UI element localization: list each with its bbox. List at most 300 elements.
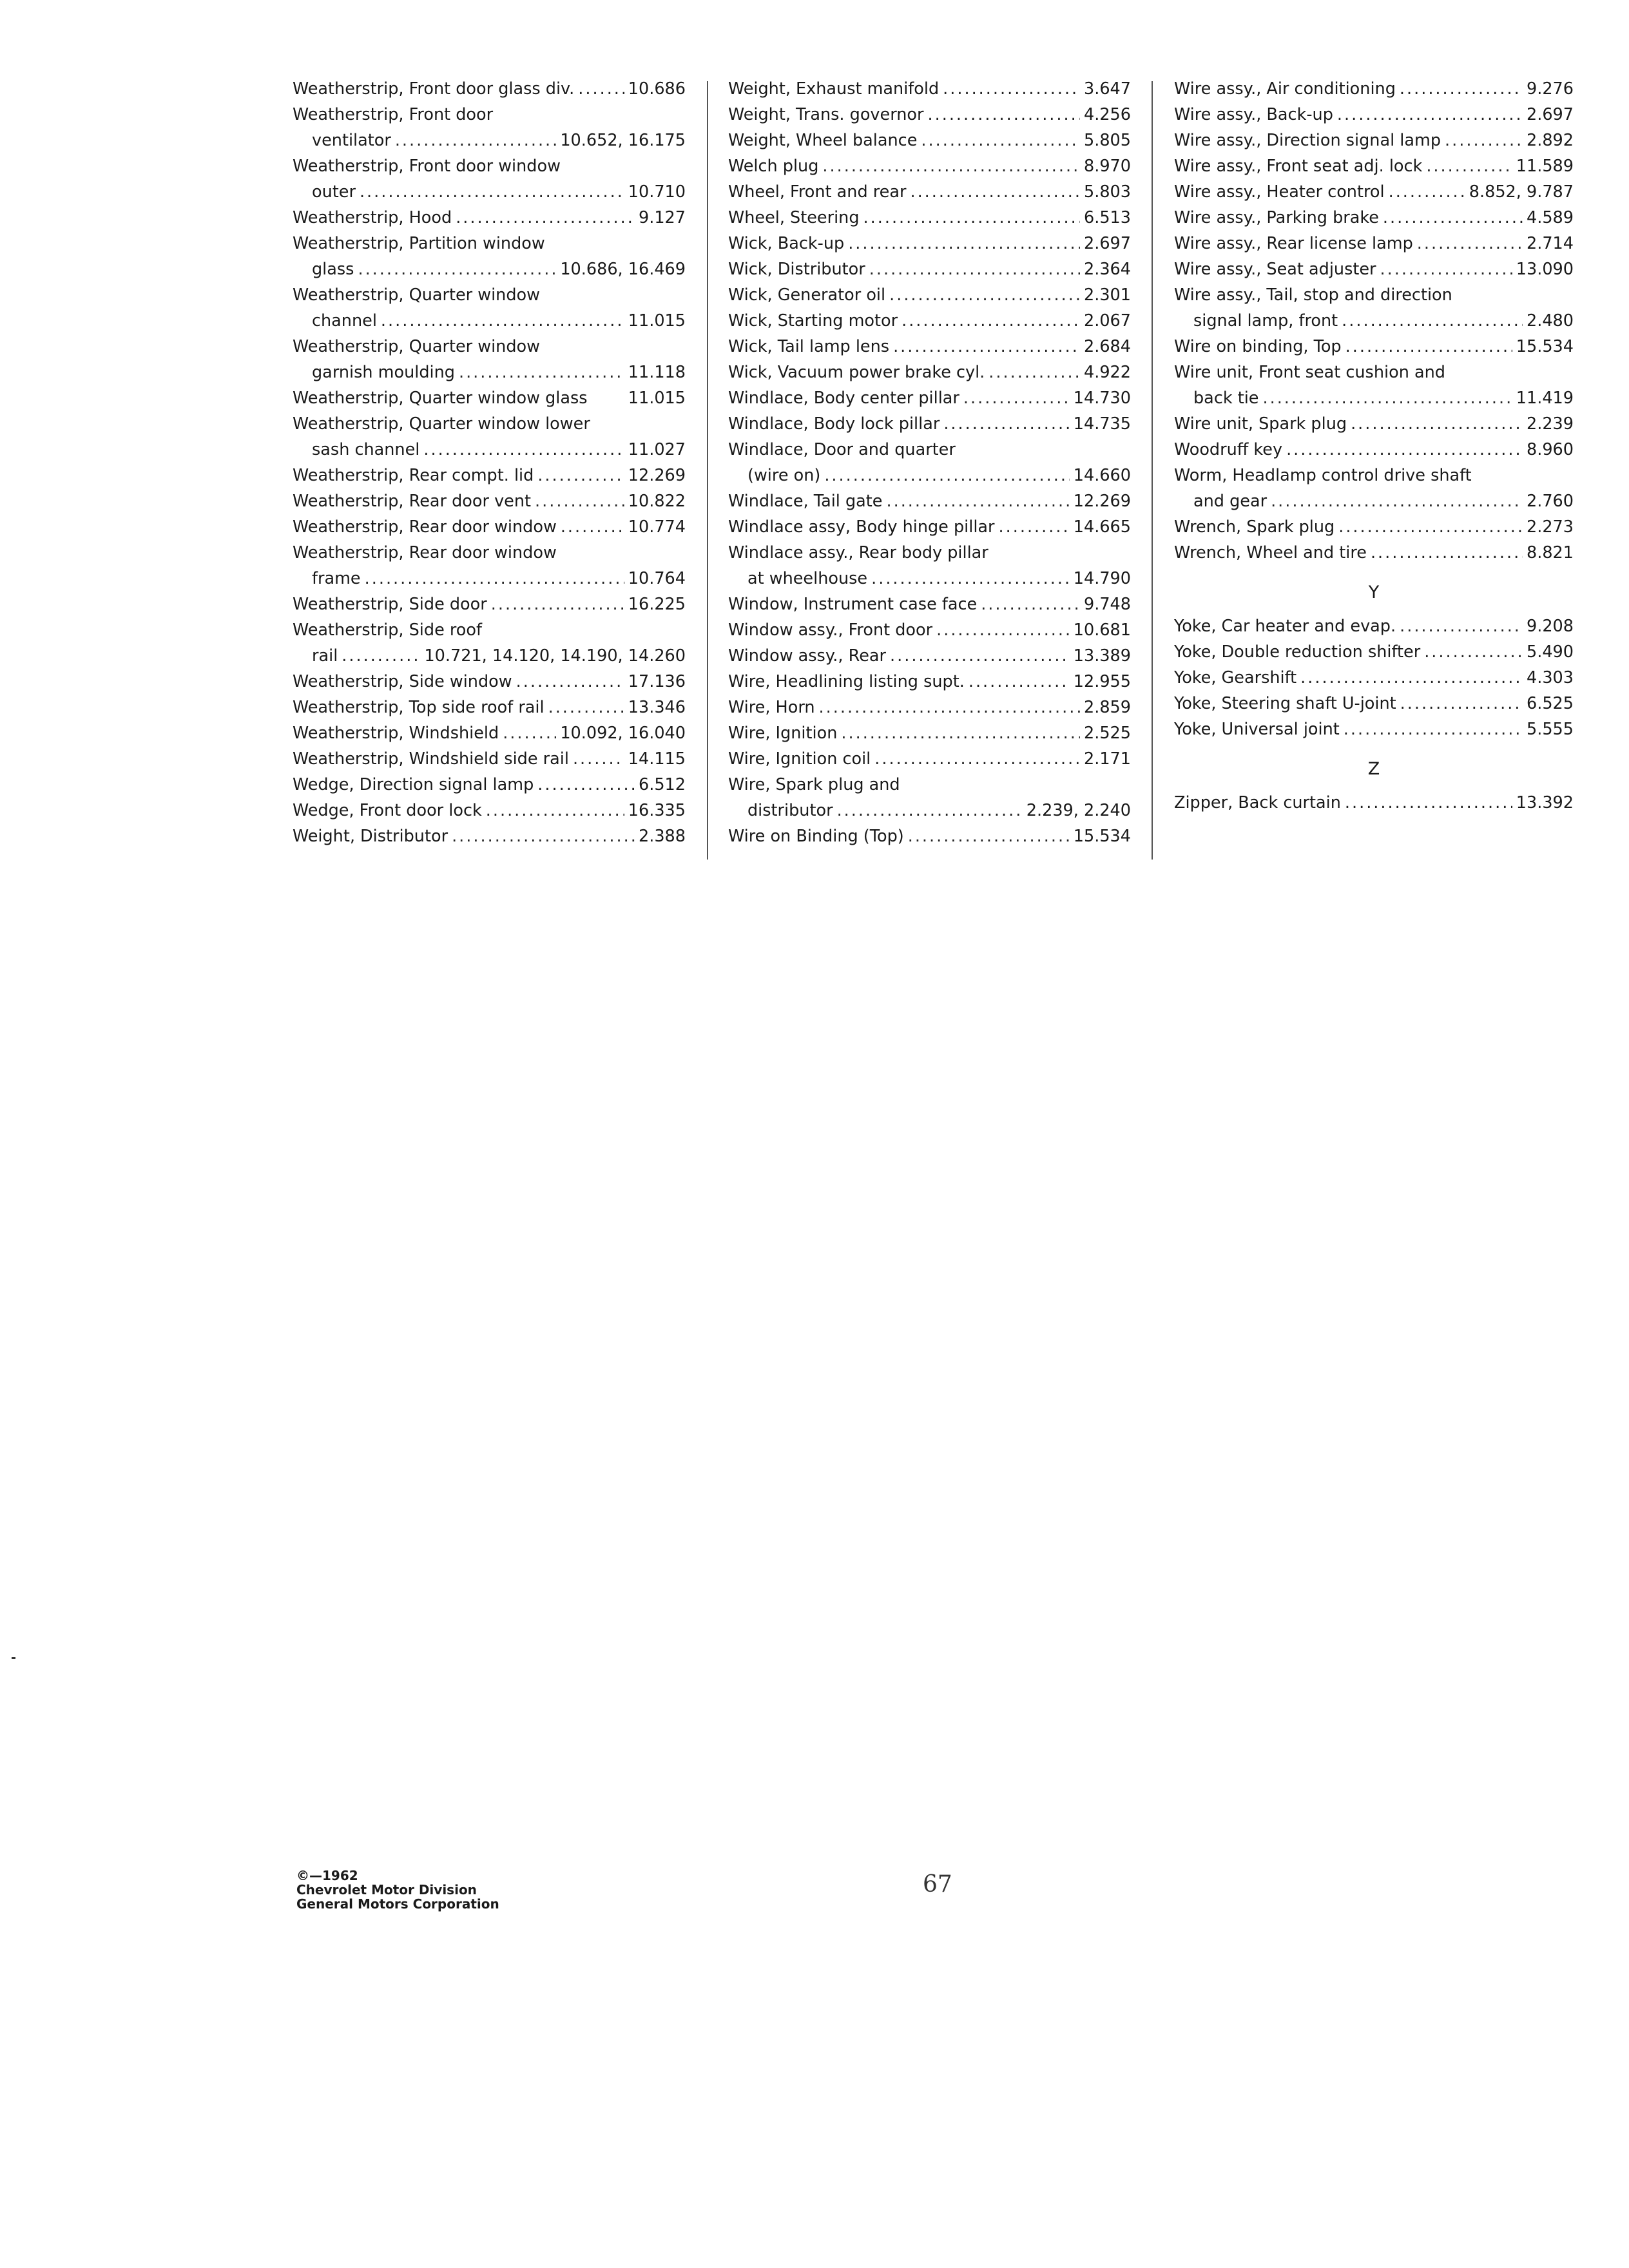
entry-text: Weatherstrip, Top side roof rail [293,698,545,717]
dot-leader [1380,256,1512,282]
entry-text: Wedge, Direction signal lamp [293,775,534,794]
entry-line [293,643,686,669]
page-reference: 15.534 [1073,827,1131,846]
dot-leader [459,360,624,385]
copyright-line: Chevrolet Motor Division [296,1882,477,1898]
index-entry [1174,256,1574,282]
entry-text: Windlace, Body lock pillar [728,414,940,434]
dot-leader [516,669,624,695]
index-entry [728,617,1131,643]
entry-text: Weatherstrip, Front door window [293,157,561,176]
entry-line [728,695,1131,720]
entry-text: Weatherstrip, Rear door window [293,517,557,537]
entry-line [1174,256,1574,282]
index-entry [1174,463,1574,514]
page-reference: 4.589 [1526,208,1574,227]
entry-line [1174,179,1574,205]
entry-line [293,798,686,823]
entry-line [1174,334,1574,360]
dot-leader [943,76,1080,102]
entry-line [1174,385,1574,411]
entry-line [1174,360,1574,385]
dot-leader [819,695,1080,720]
page-reference: 2.684 [1083,337,1131,356]
dot-leader [910,179,1080,205]
entry-line [1174,790,1574,816]
page-reference: 13.090 [1516,260,1574,279]
entry-text: Wick, Distributor [728,260,865,279]
entry-line [728,669,1131,695]
dot-leader [1337,102,1523,128]
dot-leader [837,798,1023,823]
entry-line [1174,411,1574,437]
entry-line [1174,665,1574,691]
entry-text: Wick, Back-up [728,234,845,253]
page-reference: 4.922 [1083,363,1131,382]
entry-text: Weatherstrip, Quarter window [293,337,540,356]
index-column-2 [728,76,1131,849]
entry-text: Window, Instrument case face [728,595,978,614]
index-entry [1174,716,1574,742]
entry-text: Welch plug [728,157,819,176]
dot-leader [1371,540,1523,566]
entry-text: Wire assy., Back-up [1174,105,1333,124]
entry-line [728,102,1131,128]
page-reference: 10.774 [628,517,686,537]
index-entry [293,102,686,153]
entry-line [1174,639,1574,665]
page-reference: 14.730 [1073,389,1131,408]
index-entry [728,360,1131,385]
entry-line [293,695,686,720]
index-entry [293,231,686,282]
dot-leader [1338,514,1523,540]
entry-line [728,488,1131,514]
entry-line [293,385,686,411]
entry-text: Weatherstrip, Rear door vent [293,492,532,511]
entry-text: Weight, Exhaust manifold [728,79,940,99]
index-entry [293,798,686,823]
page-reference: 10.681 [1073,620,1131,640]
section-letter: Y [1368,582,1380,602]
entry-line [293,746,686,772]
index-entry [728,153,1131,179]
entry-line [728,643,1131,669]
dot-leader [1417,231,1523,256]
dot-leader [1400,613,1523,639]
entry-line [293,823,686,849]
page-reference: 2.525 [1083,724,1131,743]
index-entry [293,720,686,746]
page-reference: 10.710 [628,182,686,202]
column-divider [1152,81,1153,860]
entry-text: Wire, Ignition [728,724,838,743]
entry-text: Wick, Vacuum power brake cyl. [728,363,985,382]
dot-leader [863,205,1080,231]
dot-leader [1345,334,1512,360]
entry-line [728,76,1131,102]
index-entry [728,385,1131,411]
dot-leader [537,772,635,798]
entry-text: Windlace assy, Body hinge pillar [728,517,995,537]
page-reference: 2.273 [1526,517,1574,537]
entry-text: Wrench, Wheel and tire [1174,543,1367,562]
page-reference: 10.764 [628,569,686,588]
page-reference: 14.115 [628,749,686,769]
entry-line [728,720,1131,746]
dot-leader [365,566,624,591]
page-reference: 9.748 [1083,595,1131,614]
entry-line [728,437,1131,463]
page-reference: 13.346 [628,698,686,717]
entry-text: Weatherstrip, Front door [293,105,494,124]
index-entry [1174,179,1574,205]
entry-line [293,540,686,566]
entry-text: Worm, Headlamp control drive shaft [1174,466,1472,485]
index-entry [1174,639,1574,665]
entry-text: Yoke, Car heater and evap. [1174,617,1396,636]
entry-line [728,823,1131,849]
dot-leader [999,514,1070,540]
entry-line [293,128,686,153]
index-entry [728,334,1131,360]
entry-line [728,798,1131,823]
page-reference: 2.388 [638,827,686,846]
page-reference: 9.127 [638,208,686,227]
entry-line [728,617,1131,643]
entry-line [1174,231,1574,256]
entry-text: garnish moulding [312,363,455,382]
entry-line [728,256,1131,282]
page-reference: 2.714 [1526,234,1574,253]
page-reference: 2.480 [1526,311,1574,331]
index-entry [728,823,1131,849]
entry-text: Wire, Ignition coil [728,749,871,769]
index-entry [293,514,686,540]
entry-text: Wire, Spark plug and [728,775,900,794]
entry-line [728,385,1131,411]
entry-text: Zipper, Back curtain [1174,793,1341,812]
entry-line [293,360,686,385]
page-reference: 11.589 [1516,157,1574,176]
index-entry [293,772,686,798]
page-reference: 8.970 [1083,157,1131,176]
entry-line [1174,76,1574,102]
entry-text: outer [312,182,356,202]
page-reference: 13.392 [1516,793,1574,812]
entry-text: Wire, Horn [728,698,815,717]
entry-text: Window assy., Front door [728,620,933,640]
column-divider [707,81,708,860]
entry-line [1174,308,1574,334]
page-reference: 12.269 [1073,492,1131,511]
dot-leader [342,643,420,669]
dot-leader [889,282,1080,308]
index-entry [293,205,686,231]
entry-line [293,437,686,463]
dot-leader [1345,790,1512,816]
entry-line [293,488,686,514]
entry-text: Weight, Trans. governor [728,105,924,124]
entry-line [728,360,1131,385]
index-entry [1174,540,1574,566]
page-reference: 2.301 [1083,285,1131,305]
entry-line [293,308,686,334]
dot-leader [548,695,624,720]
entry-text: Wire, Headlining listing supt. [728,672,965,691]
entry-text: at wheelhouse [747,569,868,588]
dot-leader [1271,488,1523,514]
entry-text: Wheel, Front and rear [728,182,907,202]
dot-leader [1344,716,1523,742]
entry-line [728,411,1131,437]
dot-leader [943,411,1069,437]
index-entry [1174,76,1574,102]
index-entry [293,411,686,463]
index-entry [728,695,1131,720]
entry-text: glass [312,260,354,279]
section-letter: Z [1367,759,1380,779]
entry-line [728,153,1131,179]
entry-text: and gear [1193,492,1268,511]
entry-line [293,617,686,643]
page-reference: 8.960 [1526,440,1574,459]
entry-text: Wire assy., Rear license lamp [1174,234,1413,253]
dot-leader [886,488,1069,514]
entry-text: Wire assy., Heater control [1174,182,1385,202]
page-reference: 12.955 [1073,672,1131,691]
copyright-line: General Motors Corporation [296,1896,499,1912]
dot-leader [822,153,1080,179]
entry-text: Wire assy., Seat adjuster [1174,260,1376,279]
page-reference: 5.805 [1083,131,1131,150]
dot-leader [456,205,635,231]
entry-text: Wick, Tail lamp lens [728,337,890,356]
entry-line [1174,613,1574,639]
entry-line [728,334,1131,360]
entry-line [293,334,686,360]
entry-line [293,256,686,282]
index-entry [728,591,1131,617]
entry-text: Weatherstrip, Quarter window glass [293,389,588,408]
dot-leader [573,746,624,772]
index-entry [1174,153,1574,179]
entry-line [293,153,686,179]
dot-leader [1389,179,1465,205]
page-reference: 10.652, 16.175 [560,131,686,150]
dot-leader [928,102,1080,128]
page-reference: 10.686 [628,79,686,99]
entry-line [1174,205,1574,231]
page-number: 67 [923,1871,952,1898]
page-reference: 3.647 [1083,79,1131,99]
dot-leader [901,308,1080,334]
entry-text: Weatherstrip, Quarter window lower [293,414,590,434]
entry-line [1174,488,1574,514]
index-entry [728,540,1131,591]
dot-leader [921,128,1080,153]
dot-leader [1400,691,1523,716]
entry-line [728,179,1131,205]
dot-leader [848,231,1080,256]
dot-leader [381,308,624,334]
index-entry [1174,231,1574,256]
index-entry [728,411,1131,437]
index-entry [293,76,686,102]
page-reference: 2.760 [1526,492,1574,511]
entry-text: Windlace, Tail gate [728,492,883,511]
entry-line [1174,128,1574,153]
entry-line [728,463,1131,488]
dot-leader [537,463,624,488]
entry-text: Wire assy., Direction signal lamp [1174,131,1441,150]
index-entry [728,256,1131,282]
entry-line [293,102,686,128]
entry-line [1174,153,1574,179]
page-reference: 2.171 [1083,749,1131,769]
entry-line [293,772,686,798]
entry-text: Wheel, Steering [728,208,860,227]
entry-line [293,205,686,231]
entry-text: Weatherstrip, Front door glass div. [293,79,575,99]
entry-text: Weatherstrip, Partition window [293,234,545,253]
index-entry [728,282,1131,308]
page-reference: 9.208 [1526,617,1574,636]
entry-text: Windlace, Door and quarter [728,440,956,459]
entry-text: Wire assy., Front seat adj. lock [1174,157,1423,176]
page-reference: 6.512 [638,775,686,794]
entry-text: Wire unit, Front seat cushion and [1174,363,1445,382]
page-reference: 11.419 [1516,389,1574,408]
entry-line [728,540,1131,566]
index-entry [728,488,1131,514]
entry-line [1174,282,1574,308]
entry-line [1174,437,1574,463]
index-entry [1174,437,1574,463]
entry-text: Window assy., Rear [728,646,886,666]
entry-line [293,282,686,308]
page-reference: 14.735 [1073,414,1131,434]
dot-leader [358,256,556,282]
index-entry [293,463,686,488]
dot-leader [423,437,624,463]
entry-text: (wire on) [747,466,821,485]
page-reference: 2.697 [1526,105,1574,124]
entry-text: Yoke, Gearshift [1174,668,1297,687]
dot-leader [1424,639,1523,665]
page-reference: 6.525 [1526,694,1574,713]
dot-leader [578,76,624,102]
dot-leader [561,514,624,540]
index-entry [1174,790,1574,816]
scan-mark [12,1657,15,1659]
index-entry [1174,334,1574,360]
entry-line [728,128,1131,153]
entry-line [293,76,686,102]
index-entry [728,205,1131,231]
entry-text: Weatherstrip, Side door [293,595,487,614]
page-reference: 8.852, 9.787 [1469,182,1574,202]
copyright-notice [296,1869,499,1911]
index-entry [728,772,1131,823]
index-entry [293,746,686,772]
dot-leader [988,360,1080,385]
index-entry [1174,514,1574,540]
index-entry [728,746,1131,772]
page-reference: 5.490 [1526,642,1574,662]
entry-text: sash channel [312,440,420,459]
entry-text: Wire assy., Tail, stop and direction [1174,285,1452,305]
entry-text: Weatherstrip, Rear compt. lid [293,466,534,485]
entry-line [293,514,686,540]
entry-text: Wire assy., Air conditioning [1174,79,1396,99]
entry-line [1174,514,1574,540]
index-entry [1174,205,1574,231]
entry-text: Weatherstrip, Quarter window [293,285,540,305]
dot-leader [1351,411,1523,437]
page-reference: 2.067 [1083,311,1131,331]
page-reference: 14.660 [1073,466,1131,485]
entry-text: Windlace, Body center pillar [728,389,959,408]
page-reference: 2.239 [1526,414,1574,434]
entry-text: Yoke, Steering shaft U-joint [1174,694,1396,713]
entry-line [293,669,686,695]
dot-leader [535,488,624,514]
entry-text: ventilator [312,131,391,150]
page-reference: 14.665 [1073,517,1131,537]
entry-line [728,746,1131,772]
page-reference: 15.534 [1516,337,1574,356]
index-entry [1174,411,1574,437]
entry-line [728,231,1131,256]
entry-text: rail [312,646,338,666]
dot-leader [1400,76,1523,102]
dot-leader [1342,308,1523,334]
index-entry [1174,282,1574,334]
entry-text: Windlace assy., Rear body pillar [728,543,988,562]
dot-leader [981,591,1080,617]
entry-text: Weight, Wheel balance [728,131,918,150]
page-reference: 11.118 [628,363,686,382]
page-reference: 17.136 [628,672,686,691]
entry-text: Weight, Distributor [293,827,448,846]
entry-line [293,566,686,591]
dot-leader [963,385,1070,411]
entry-line [728,282,1131,308]
index-entry [728,231,1131,256]
page-reference: 2.364 [1083,260,1131,279]
entry-line [1174,463,1574,488]
dot-leader [824,463,1069,488]
page-reference: 2.892 [1526,131,1574,150]
index-entry [1174,691,1574,716]
index-entry [293,617,686,669]
index-entry [728,720,1131,746]
entry-text: Woodruff key [1174,440,1283,459]
dot-leader [841,720,1080,746]
dot-leader [395,128,557,153]
index-entry [293,282,686,334]
entry-text: Wire assy., Parking brake [1174,208,1379,227]
dot-leader [890,643,1070,669]
index-entry [728,102,1131,128]
index-entry [1174,665,1574,691]
dot-leader [360,179,624,205]
index-entry [728,128,1131,153]
index-entry [293,669,686,695]
page-reference: 6.513 [1083,208,1131,227]
entry-text: Wick, Generator oil [728,285,886,305]
